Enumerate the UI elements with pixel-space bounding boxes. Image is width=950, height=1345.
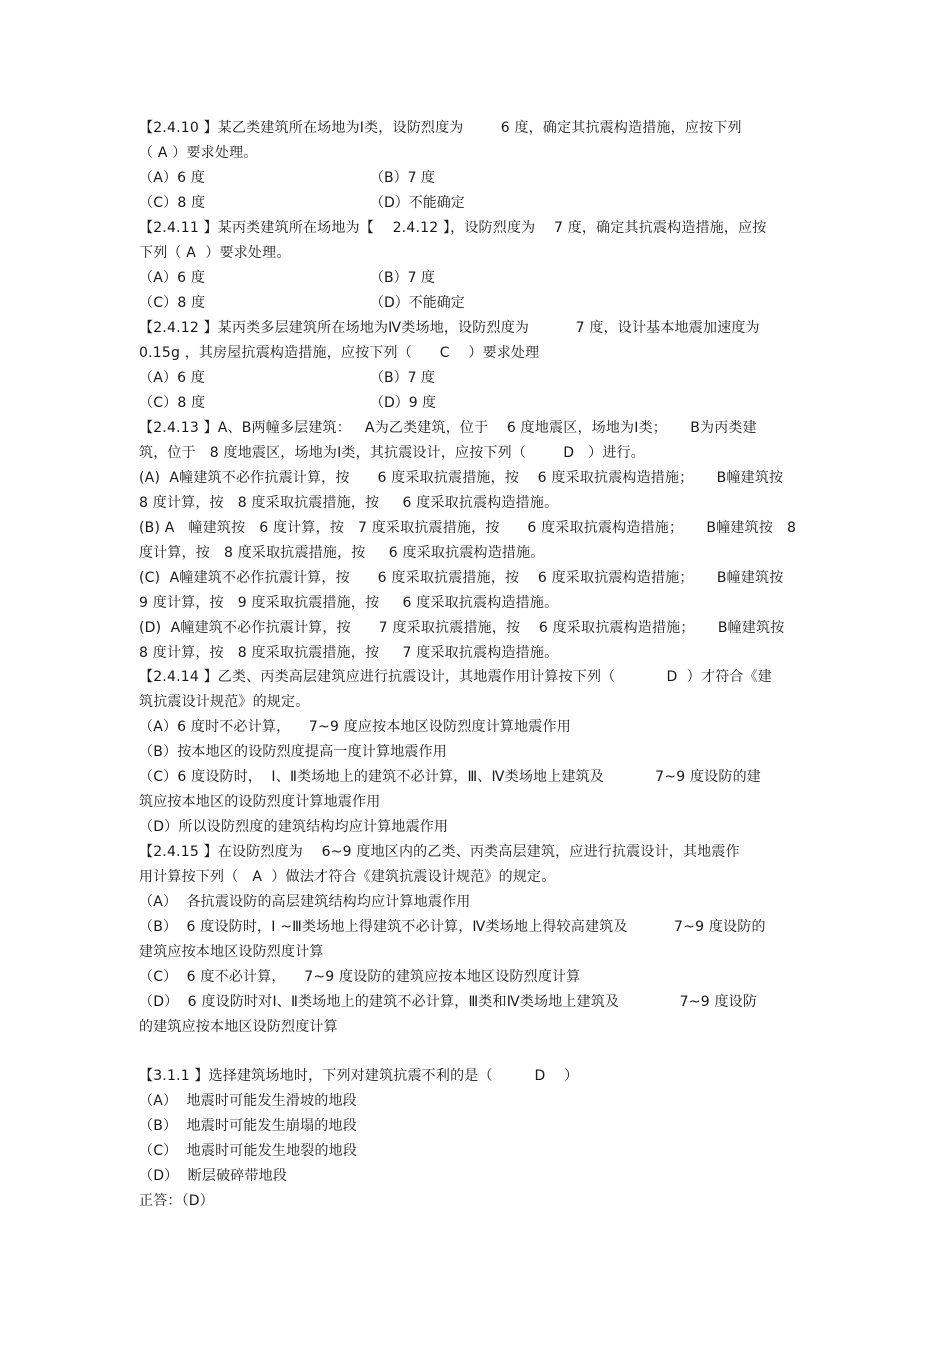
option-b-line-2: 建筑应按本地区设防烈度计算 [139, 944, 324, 960]
option-c-line-2: 9 度计算，按 9 度采取抗震措施，按 6 度采取抗震构造措施。 [139, 595, 559, 611]
option-d-line-2: 8 度计算，按 8 度采取抗震措施，按 7 度采取抗震构造措施。 [139, 645, 559, 661]
option-c: （C）8 度 [139, 395, 206, 411]
option-b: （B）7 度 [370, 270, 435, 286]
option-d: （D） 断层破碎带地段 [139, 1168, 288, 1184]
question-2-4-14-line-1: 【2.4.14 】乙类、丙类高层建筑应进行抗震设计，其地震作用计算按下列（ D ）才符合《建 [139, 669, 773, 685]
question-2-4-12-line-1: 【2.4.12 】某丙类多层建筑所在场地为Ⅳ类场地，设防烈度为 7 度，设计基本地震加速度为 [139, 320, 760, 336]
option-c: （C）8 度 [139, 295, 206, 311]
option-a: （A）6 度时不必计算， 7~9 度应按本地区设防烈度计算地震作用 [139, 719, 571, 735]
option-b: （B） 地震时可能发生崩塌的地段 [139, 1118, 357, 1134]
question-2-4-15-line-2: 用计算按下列（ A ）做法才符合《建筑抗震设计规范》的规定。 [139, 869, 556, 885]
question-2-4-10-line-2: （ A ）要求处理。 [139, 145, 258, 161]
option-b-line-2: 度计算，按 8 度采取抗震措施，按 6 度采取抗震构造措施。 [139, 545, 545, 561]
option-a-line-2: 8 度计算，按 8 度采取抗震措施，按 6 度采取抗震构造措施。 [139, 495, 559, 511]
option-d-line-1: （D） 6 度设防时对Ⅰ、Ⅱ类场地上的建筑不必计算，Ⅲ类和Ⅳ类场地上建筑及 7~9 度设防 [139, 994, 758, 1010]
option-a: （A）6 度 [139, 370, 206, 386]
option-d: （D）9 度 [370, 395, 437, 411]
option-c: （C） 6 度不必计算， 7~9 度设防的建筑应按本地区设防烈度计算 [139, 969, 581, 985]
option-a: （A）6 度 [139, 170, 206, 186]
option-b: （B）7 度 [370, 170, 435, 186]
option-a-line-1: (A) A幢建筑不必作抗震计算，按 6 度采取抗震措施，按 6 度采取抗震构造措施； B幢建筑按 [139, 470, 784, 486]
question-2-4-14-line-2: 筑抗震设计规范》的规定。 [139, 694, 310, 710]
question-2-4-13-line-2: 筑，位于 8 度地震区，场地为Ⅰ类，其抗震设计，应按下列（ D ）进行。 [139, 445, 645, 461]
option-a: （A）6 度 [139, 270, 206, 286]
option-c-line-2: 筑应按本地区的设防烈度计算地震作用 [139, 794, 381, 810]
option-d-line-2: 的建筑应按本地区设防烈度计算 [139, 1019, 338, 1035]
question-3-1-1-line-1: 【3.1.1 】选择建筑场地时，下列对建筑抗震不利的是（ D ） [139, 1068, 579, 1084]
question-2-4-11-line-1: 【2.4.11 】某丙类建筑所在场地为【 2.4.12 】，设防烈度为 7 度，确定其抗震构造措施，应按 [139, 220, 767, 236]
option-b-line-1: (B) A 幢建筑按 6 度计算，按 7 度采取抗震措施，按 6 度采取抗震构造措施； B幢建筑按 8 [139, 520, 797, 536]
option-b: （B）7 度 [370, 370, 435, 386]
option-c: （C）8 度 [139, 195, 206, 211]
option-c-line-1: （C）6 度设防时， Ⅰ、Ⅱ类场地上的建筑不必计算，Ⅲ、Ⅳ类场地上建筑及 7~9 度设防的建 [139, 769, 761, 785]
option-a: （A） 地震时可能发生滑坡的地段 [139, 1093, 357, 1109]
option-c-line-1: (C) A幢建筑不必作抗震计算，按 6 度采取抗震措施，按 6 度采取抗震构造措施； B幢建筑按 [139, 570, 784, 586]
question-2-4-10-line-1: 【2.4.10 】某乙类建筑所在场地为Ⅰ类，设防烈度为 6 度，确定其抗震构造措施，应按下列 [139, 120, 742, 136]
option-d: （D）不能确定 [370, 195, 465, 211]
option-d: （D）所以设防烈度的建筑结构均应计算地震作用 [139, 819, 449, 835]
question-2-4-12-line-2: 0.15g ，其房屋抗震构造措施，应按下列（ C ）要求处理 [139, 345, 540, 361]
option-c: （C） 地震时可能发生地裂的地段 [139, 1143, 358, 1159]
option-a: （A） 各抗震设防的高层建筑结构均应计算地震作用 [139, 894, 471, 910]
option-d: （D）不能确定 [370, 295, 465, 311]
option-b: （B）按本地区的设防烈度提高一度计算地震作用 [139, 744, 448, 760]
question-2-4-11-line-2: 下列（ A ）要求处理。 [139, 245, 291, 261]
option-b-line-1: （B） 6 度设防时，Ⅰ ~Ⅲ类场地上得建筑不必计算，Ⅳ类场地上得较高建筑及 7~9 度设防的 [139, 919, 766, 935]
question-2-4-13-line-1: 【2.4.13 】A、B两幢多层建筑： A为乙类建筑，位于 6 度地震区，场地为Ⅰ类； B为丙类建 [139, 420, 757, 436]
answer-line: 正答：（D） [139, 1193, 214, 1209]
question-2-4-15-line-1: 【2.4.15 】在设防烈度为 6~9 度地区内的乙类、丙类高层建筑，应进行抗震设计，其地震作 [139, 844, 740, 860]
option-d-line-1: (D) A幢建筑不必作抗震计算，按 7 度采取抗震措施，按 6 度采取抗震构造措施； B幢建筑按 [139, 620, 785, 636]
